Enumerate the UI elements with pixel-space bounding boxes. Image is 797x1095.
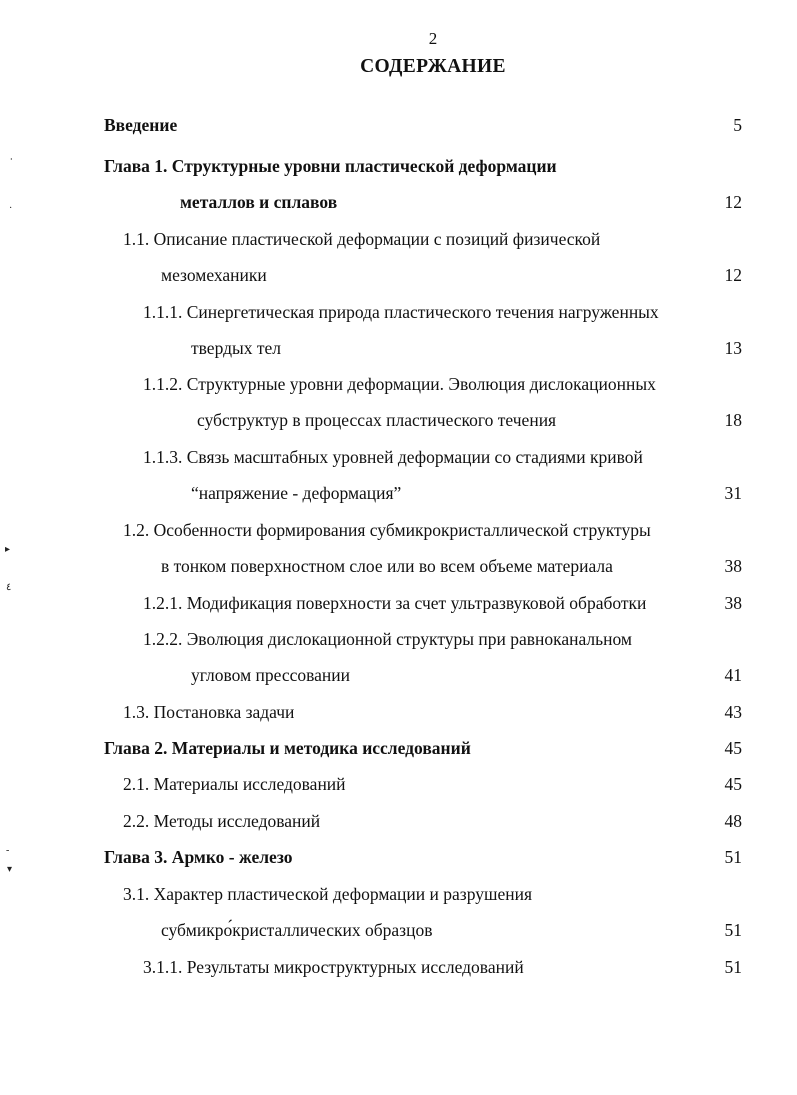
toc-entry-page: 5 xyxy=(733,115,742,135)
toc-entry xyxy=(0,847,797,871)
toc-entry xyxy=(0,811,797,835)
scan-speck: ٤ xyxy=(6,582,12,593)
toc-entry-title: 1.1.3. Связь масштабных уровней деформации со стадиями кривой xyxy=(143,447,643,467)
toc-entry xyxy=(0,702,797,726)
toc-entry-title: Введение xyxy=(104,115,178,135)
toc-entry xyxy=(0,338,797,362)
toc-entry-page: 13 xyxy=(724,338,742,358)
toc-entry-title: в тонком поверхностном слое или во всем объеме материала xyxy=(161,556,613,576)
scan-speck: ⸳ xyxy=(10,153,13,164)
toc-entry-title: твердых тел xyxy=(191,338,282,358)
toc-entry xyxy=(0,520,797,544)
toc-entry xyxy=(0,593,797,617)
toc-entry xyxy=(0,774,797,798)
toc-entry xyxy=(0,374,797,398)
toc-entry xyxy=(0,192,797,216)
toc-entry-page: 38 xyxy=(724,593,742,613)
toc-entry xyxy=(0,629,797,653)
toc-entry xyxy=(0,920,797,944)
toc-entry-page: 12 xyxy=(724,265,742,285)
toc-entry xyxy=(0,410,797,434)
toc-entry-title: субструктур в процессах пластического течения xyxy=(197,410,557,430)
toc-entry-title: 1.2.2. Эволюция дислокационной структуры при равноканальном xyxy=(143,629,632,649)
toc-entry-page: 38 xyxy=(724,556,742,576)
toc-entry xyxy=(0,265,797,289)
toc-entry-page: 18 xyxy=(724,410,742,430)
toc-entry-page: 51 xyxy=(724,847,742,867)
toc-entry-title: “напряжение - деформация” xyxy=(191,483,402,503)
toc-entry-title: металлов и сплавов xyxy=(180,192,338,212)
toc-entry xyxy=(0,115,797,139)
toc-entry-page: 31 xyxy=(724,483,742,503)
toc-entry-page: 43 xyxy=(724,702,742,722)
toc-entry-title: 1.2.1. Модификация поверхности за счет ультразвуковой обработки xyxy=(143,593,647,613)
toc-entry xyxy=(0,302,797,326)
toc-entry xyxy=(0,957,797,981)
toc-entry-title: Глава 3. Армко - железо xyxy=(104,847,293,867)
toc-entry-page: 48 xyxy=(724,811,742,831)
toc-entry-title: 1.1.2. Структурные уровни деформации. Эволюция дислокационных xyxy=(143,374,656,394)
toc-entry-title: 2.1. Материалы исследований xyxy=(123,774,346,794)
toc-entry-title: 1.1. Описание пластической деформации с позиций физической xyxy=(123,229,601,249)
toc-entry xyxy=(0,447,797,471)
toc-entry-title: 1.1.1. Синергетическая природа пластического течения нагруженных xyxy=(143,302,659,322)
toc-entry-title: 1.3. Постановка задачи xyxy=(123,702,295,722)
toc-entry xyxy=(0,556,797,580)
toc-entry-title: мезомеханики xyxy=(161,265,267,285)
toc-entry-title: Глава 1. Структурные уровни пластической деформации xyxy=(104,156,557,176)
toc-entry-page: 41 xyxy=(724,665,742,685)
toc-entry-title: 3.1.1. Результаты микроструктурных исследований xyxy=(143,957,524,977)
scan-speck: - xyxy=(6,845,10,856)
toc-entry-page: 51 xyxy=(724,957,742,977)
page-title: СОДЕРЖАНИЕ xyxy=(360,56,506,77)
scan-speck: · xyxy=(9,203,13,214)
toc-entry xyxy=(0,884,797,908)
toc-entry xyxy=(0,229,797,253)
toc-entry-page: 45 xyxy=(724,738,742,758)
toc-entry xyxy=(0,483,797,507)
page-number: 2 xyxy=(428,29,438,48)
toc-entry-title: угловом прессовании xyxy=(191,665,351,685)
scan-speck: ▾ xyxy=(7,864,13,875)
toc-entry-title: 1.2. Особенности формирования субмикрокристаллической структуры xyxy=(123,520,651,540)
toc-entry-title: субмикро́кристаллических образцов xyxy=(161,920,433,940)
toc-entry xyxy=(0,738,797,762)
toc-entry-page: 51 xyxy=(724,920,742,940)
toc-entry xyxy=(0,156,797,180)
toc-entry-title: Глава 2. Материалы и методика исследований xyxy=(104,738,471,758)
toc-entry-title: 3.1. Характер пластической деформации и разрушения xyxy=(123,884,532,904)
toc-entry-title: 2.2. Методы исследований xyxy=(123,811,321,831)
toc-entry-page: 45 xyxy=(724,774,742,794)
scan-speck: ▸ xyxy=(5,544,11,555)
toc-entry xyxy=(0,665,797,689)
toc-entry-page: 12 xyxy=(724,192,742,212)
